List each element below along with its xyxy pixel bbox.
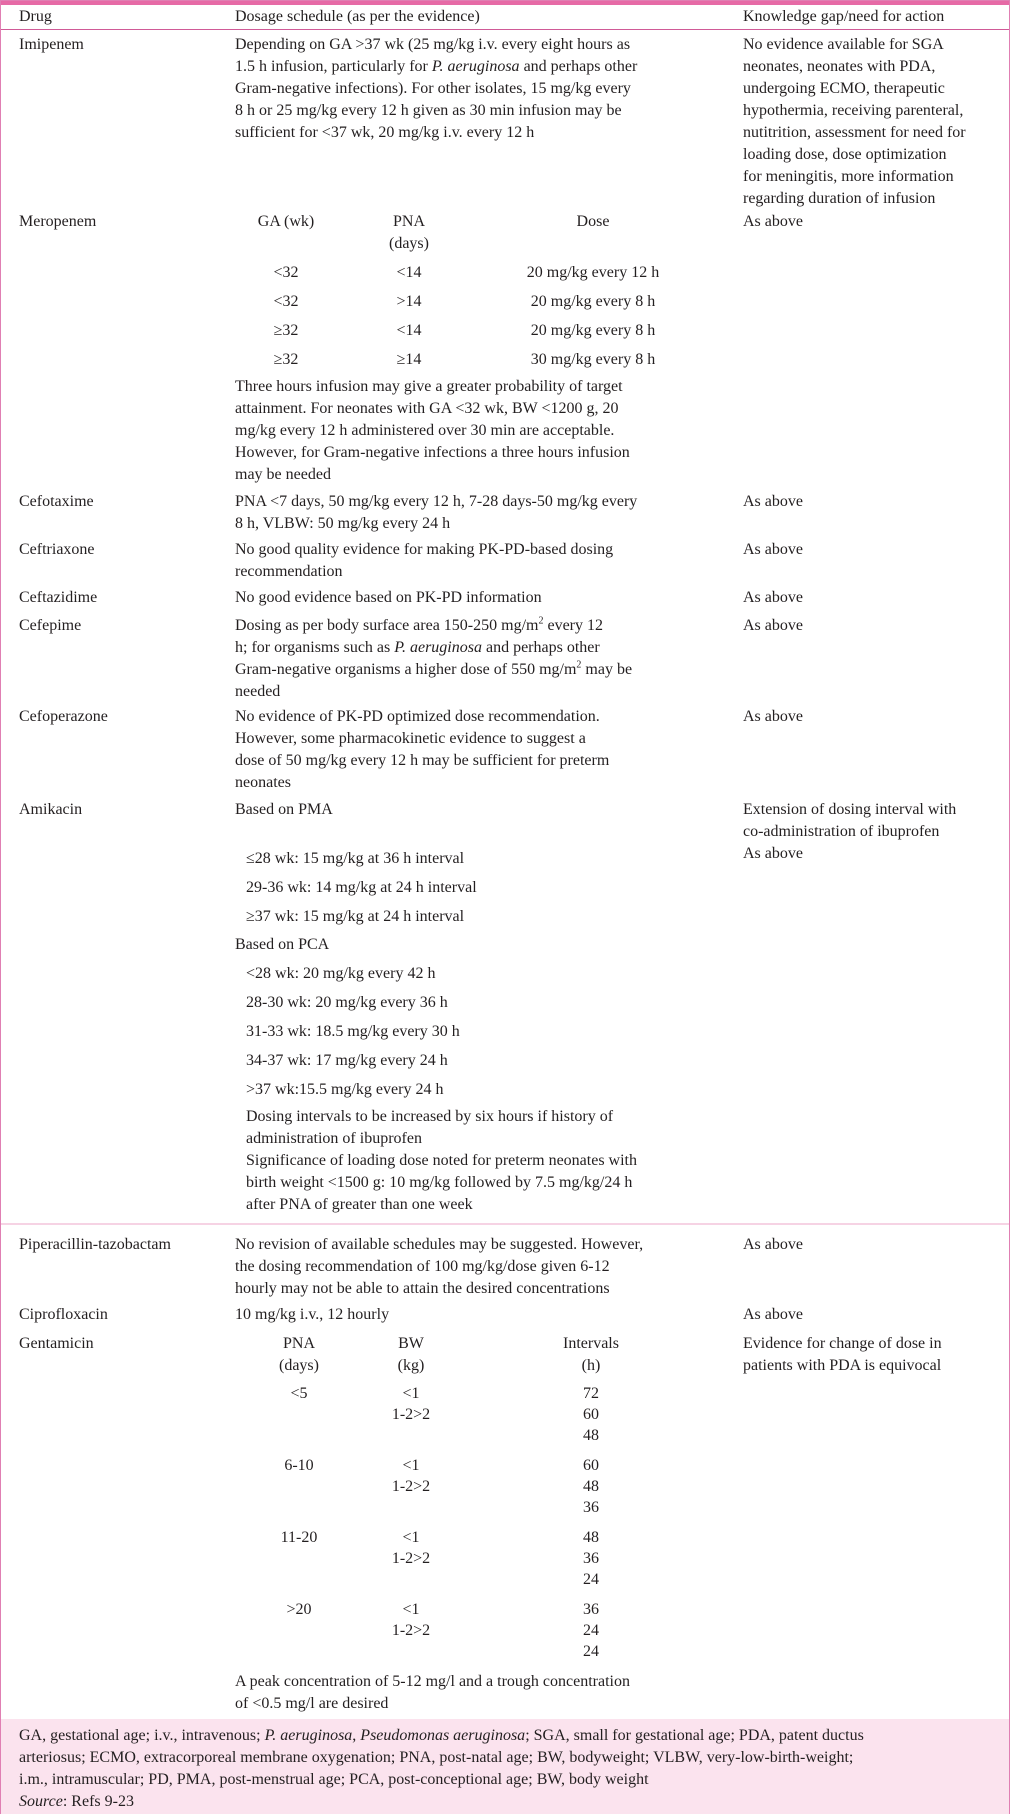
dose-cell: No good quality evidence for making PK-PD-based dosing recommendation	[235, 541, 614, 580]
gap-cell: As above	[743, 1306, 803, 1323]
gap-cell: Extension of dosing interval with co-administration of ibuprofen As above	[743, 801, 957, 862]
subheader-pna-unit: (days)	[279, 1357, 319, 1374]
subheader-pna: PNA	[282, 1335, 315, 1352]
dose-cell: No revision of available schedules may be suggested. However, the dosing recommendation of 100 mg/kg/dose given 6-12 hourly may not be able to attain the desired concentrations	[235, 1236, 644, 1297]
subheader-bw-unit: (kg)	[397, 1357, 425, 1374]
subheader-bw: BW	[398, 1335, 424, 1352]
gap-cell: As above	[743, 493, 803, 510]
drug-name: Meropenem	[19, 213, 97, 230]
gap-cell: As above	[743, 708, 803, 725]
dose-cell: Dosing as per body surface area 150-250 $mg/m^2$ every 12 h; for organisms such as P. aeruginosa and perhaps other Gram-negative organisms a higher dose of 550 $mg/m^2$ may be needed	[235, 615, 633, 700]
dose-subhead-pca: Based on PCA	[235, 936, 330, 953]
footnote-line: arteriosus; ECMO, extracorporeal membrane oxygenation; PNA, post-natal age; BW, bodyweight; VLBW, very-low-birth-weight;	[19, 1749, 854, 1766]
dose-line: Depending on GA >37 wk (25 mg/kg i.v. every eight hours as	[235, 36, 631, 53]
drug-name: Piperacillin-tazobactam	[19, 1236, 171, 1253]
dose-line: Gram-negative infections). For other isolates, 15 mg/kg every	[235, 80, 631, 97]
drug-name: Gentamicin	[19, 1335, 94, 1352]
dose-note: A peak concentration of 5-12 mg/l and a trough concentration of <0.5 mg/l are desired	[235, 1673, 630, 1712]
dose-line: 1.5 h infusion, particularly for P. aeruginosa and perhaps other	[235, 58, 638, 75]
drug-name: Imipenem	[19, 36, 84, 53]
subheader-pna: PNA	[392, 213, 425, 230]
subheader-pna-unit: (days)	[389, 235, 429, 252]
gap-cell: No evidence available for SGA neonates, neonates with PDA, undergoing ECMO, therapeutic hypothermia, receiving parenteral, nutitrition, assessment for need for loading dose, dose optimization for meningitis, more information regarding duration of infusion	[743, 36, 966, 207]
dose-cell: No good evidence based on PK-PD information	[235, 589, 542, 606]
drug-name: Ceftazidime	[19, 589, 98, 606]
drug-name: Ciprofloxacin	[19, 1306, 108, 1323]
dose-line: sufficient for <37 wk, 20 mg/kg i.v. every 12 h	[235, 124, 535, 141]
drug-name: Cefotaxime	[19, 493, 94, 510]
subheader-intervals: Intervals	[563, 1335, 619, 1352]
drug-name: Amikacin	[19, 801, 83, 818]
header-drug: Drug	[19, 8, 52, 25]
subheader-intervals-unit: (h)	[581, 1357, 601, 1374]
table-body: Imipenem Depending on GA >37 wk (25 mg/kg i.v. every eight hours as 1.5 h infusion, particularly for P. aeruginosa and perhaps other Gram-negative infections). For other isolates, 15 mg/kg every 8 h or 25 mg/kg every 12 h given as 30 min infusion may be sufficient for <37 wk, 20 mg/kg i.v. every 12 h No evidence available for SGA neonates, neonates with PDA, undergoing ECMO, therapeutic hypothermia, receiving parenteral, nutitrition, assessment for need for loading dose, dose optimization for meningitis, more information regarding duration of infusion Meropenem GA (wk) PNA (days) Dose <32 <14 20 mg/kg every 12 h <32 >14 20 mg/kg every 8 h ≥32 <14 20 mg/kg every 8 h ≥32 ≥14 30 mg/kg every 8 h Three hours infusion may give a greater probability of target attainment. For neonates with GA <32 wk, BW <1200 g, 20 mg/kg every 12 h administered over 30 min are acceptable. However, for Gram-negative infections a three hours infusion may be needed As above Cefotaxime PNA <7 days, 50 mg/kg every 12 h, 7-28 days-50 mg/kg every 8 h, VLBW: 50 mg/kg every 24 h As above Ceftriaxone No good quality evidence for making PK-PD-based dosing recommendation As above Ceftazidime No good evidence based on PK-PD information As above Cefepime Dosing as per body surface area 150-250 $mg/m^2$ every 12 h; for organisms such as P. aeruginosa and perhaps other Gram-negative organisms a higher dose of 550 $mg/m^2$ may be needed As above Cefoperazone No evidence of PK-PD optimized dose recommendation. However, some pharmacokinetic evidence to suggest a dose of 50 mg/kg every 12 h may be sufficient for preterm neonates As above Amikacin Based on PMA ≤28 wk: 15 mg/kg at 36 h interval 29-36 wk: 14 mg/kg at 24 h interval ≥37 wk: 15 mg/kg at 24 h interval Based on PCA <28 wk: 20 mg/kg every 42 h 28-30 wk: 20 mg/kg every 36 h 31-33 wk: 18.5 mg/kg every 30 h 34-37 wk: 17 mg/kg every 24 h >37 wk:15.5 mg/kg every 24 h Dosing intervals to be increased by six hours if history of administration of ibuprofen Significance of loading dose noted for preterm neonates with birth weight <1500 g: 10 mg/kg followed by 7.5 mg/kg/24 h after PNA of greater than one week Extension of dosing interval with co-administration of ibuprofen As above Piperacillin-tazobactam No revision of available schedules may be suggested. However, the dosing recommendation of 100 mg/kg/dose given 6-12 hourly may not be able to attain the desired concentrations As above Ciprofloxacin 10 mg/kg i.v., 12 hourly As above Gentamicin PNA (days) BW (kg) Intervals (h) <5 <1 1-2>2 72 60 48 6-10 <1 1-2>2 60 48 36 11-20 <1 1-2>2 48 36 24 >20 <1 1-2>2 36 24 24 A peak concentration of 5-12 mg/l and a trough concentration of <0.5 mg/l are desired Evidence for change of dose in patients with PDA is equivocal GA, gestational age; i.v., intravenous; P. aeruginosa, Pseudomonas aeruginosa; SGA, small for gestational age; PDA, patent ductus arteriosus; ECMO, extracorporeal membrane oxygenation; PNA, post-natal age; BW, bodyweight; VLBW, very-low-birth-weight; i.m., intramuscular; PD, PMA, post-menstrual age; PCA, post-conceptional age; BW, body weight Source: Refs 9-23	[1, 1, 1009, 1815]
drug-name: Cefepime	[19, 617, 82, 634]
dose-cell	[235, 34, 700, 144]
gap-cell: As above	[743, 541, 803, 558]
dose-cell: 10 mg/kg i.v., 12 hourly	[235, 1306, 390, 1323]
pca-list: <28 wk: 20 mg/kg every 42 h 28-30 wk: 20 mg/kg every 36 h 31-33 wk: 18.5 mg/kg every 30 h 34-37 wk: 17 mg/kg every 24 h >37 wk:15.5 mg/kg every 24 h	[246, 965, 460, 1098]
dose-subhead-pma: Based on PMA	[235, 801, 333, 818]
gap-cell: As above	[743, 1236, 803, 1253]
footnote-source: Source: Refs 9-23	[19, 1793, 134, 1810]
header-gap: Knowledge gap/need for action	[743, 8, 945, 25]
footnote-line: i.m., intramuscular; PD, PMA, post-menstrual age; PCA, post-conceptional age; BW, body weight	[19, 1771, 649, 1788]
gap-cell: As above	[743, 589, 803, 606]
dose-note: Three hours infusion may give a greater probability of target attainment. For neonates with GA <32 wk, BW <1200 g, 20 mg/kg every 12 h administered over 30 min are acceptable. However, for Gram-negative infections a three hours infusion may be needed	[235, 378, 630, 483]
drug-name: Cefoperazone	[19, 708, 108, 725]
subheader-ga: GA (wk)	[257, 213, 315, 230]
dose-note: Dosing intervals to be increased by six hours if history of administration of ibuprofen Significance of loading dose noted for preterm neonates with birth weight <1500 g: 10 mg/kg followed by 7.5 mg/kg/24 h after PNA of greater than one week	[246, 1108, 637, 1213]
dose-line: 8 h or 25 mg/kg every 12 h given as 30 min infusion may be	[235, 102, 622, 119]
footnote-line: GA, gestational age; i.v., intravenous; P. aeruginosa, Pseudomonas aeruginosa; SGA, small for gestational age; PDA, patent ductus	[19, 1727, 864, 1744]
gap-cell: As above	[743, 617, 803, 634]
row-separator	[1, 1223, 1009, 1225]
drug-name: Ceftriaxone	[19, 541, 95, 558]
dose-cell: PNA <7 days, 50 mg/kg every 12 h, 7-28 days-50 mg/kg every 8 h, VLBW: 50 mg/kg every 24 h	[235, 493, 638, 532]
table-footnote	[1, 1719, 1009, 1814]
header-dose: Dosage schedule (as per the evidence)	[235, 8, 480, 25]
pma-list: ≤28 wk: 15 mg/kg at 36 h interval 29-36 wk: 14 mg/kg at 24 h interval ≥37 wk: 15 mg/kg at 24 h interval	[246, 850, 477, 925]
gap-cell: Evidence for change of dose in patients with PDA is equivocal	[743, 1335, 942, 1374]
subheader-dose: Dose	[576, 213, 610, 230]
gap-cell: As above	[743, 213, 803, 230]
dose-cell: No evidence of PK-PD optimized dose recommendation. However, some pharmacokinetic evidence to suggest a dose of 50 mg/kg every 12 h may be sufficient for preterm neonates	[235, 708, 610, 791]
